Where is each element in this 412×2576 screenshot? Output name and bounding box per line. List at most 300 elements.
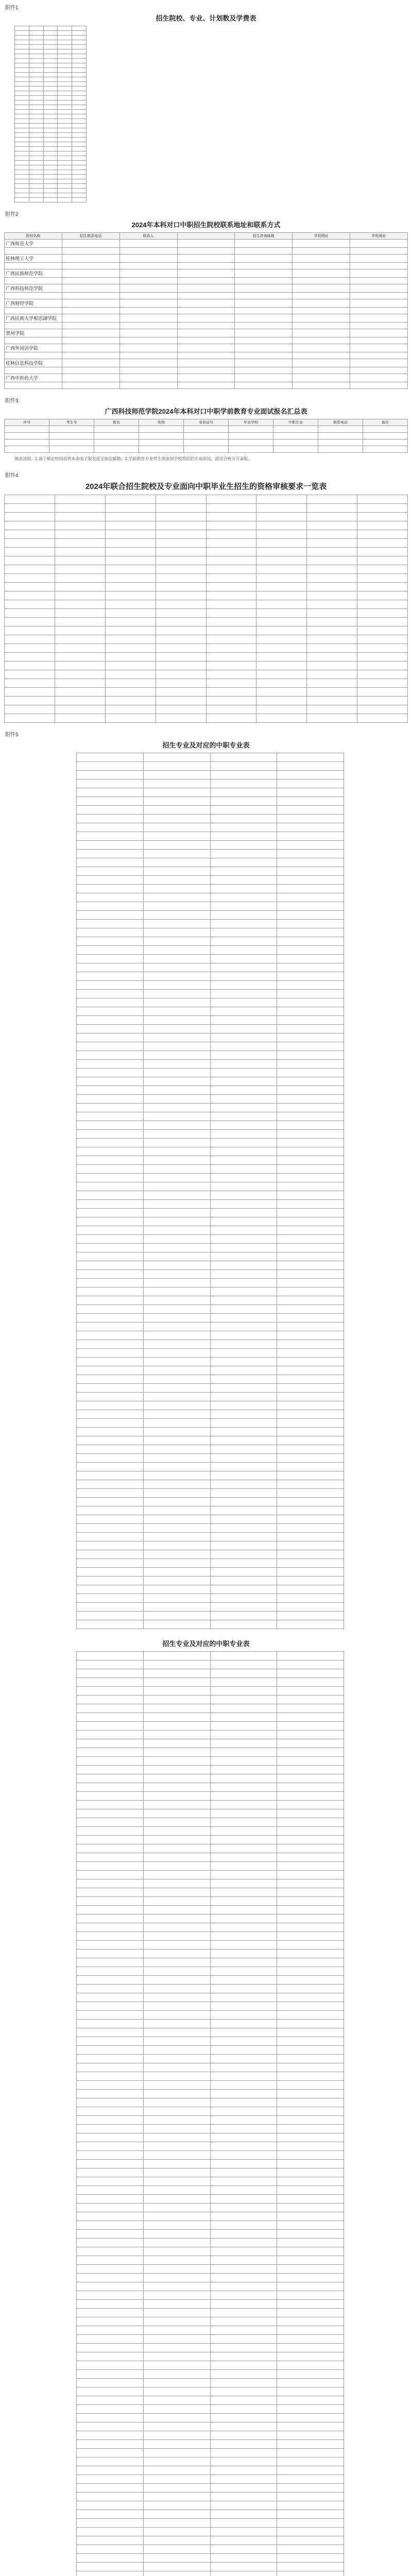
table-cell [357, 644, 408, 653]
table-row [77, 1165, 344, 1174]
table-row [77, 937, 344, 946]
table-cell [15, 87, 29, 91]
table-cell [277, 1801, 344, 1809]
table-cell [94, 439, 139, 446]
table-cell [143, 937, 210, 946]
table-cell [277, 1042, 344, 1051]
table-cell [77, 1095, 144, 1104]
table-cell [43, 156, 58, 161]
table-row [77, 2195, 344, 2204]
table-cell [143, 2168, 210, 2177]
table-cell [156, 521, 206, 530]
table-cell [210, 1731, 277, 1739]
table-cell [143, 2501, 210, 2510]
table-row [77, 1585, 344, 1594]
table-cell [143, 1862, 210, 1871]
table-cell [58, 184, 72, 189]
table-cell [43, 54, 58, 59]
table-cell [277, 1524, 344, 1533]
table-cell [58, 31, 72, 36]
table-cell [119, 240, 177, 248]
table-cell [143, 1366, 210, 1375]
table-cell [156, 618, 206, 626]
table-cell [210, 2247, 277, 2256]
table-cell [277, 1060, 344, 1069]
table-cell [177, 278, 235, 284]
table-cell [143, 876, 210, 885]
table-cell [72, 45, 87, 49]
table-cell [210, 2370, 277, 2379]
table-cell [277, 2151, 344, 2160]
table-cell [43, 165, 58, 170]
table-cell [277, 1533, 344, 1541]
table-cell [277, 2046, 344, 2055]
table-cell [15, 175, 29, 179]
table-cell [277, 972, 344, 981]
table-cell [43, 40, 58, 45]
table-cell [62, 323, 119, 329]
table-cell [58, 59, 72, 63]
table-row [15, 110, 87, 114]
table-cell [210, 972, 277, 981]
table-cell [277, 2563, 344, 2571]
table-cell [77, 885, 144, 893]
table-row [15, 142, 87, 147]
table-cell [277, 753, 344, 762]
table-cell [77, 1783, 144, 1792]
table-cell [235, 278, 293, 284]
table-cell [55, 609, 105, 618]
table-cell [29, 124, 43, 128]
table-cell [29, 87, 43, 91]
table-cell [210, 1025, 277, 1033]
column-header: 考生号 [49, 419, 94, 426]
table-cell [210, 885, 277, 893]
table-cell [307, 530, 357, 539]
table-cell [77, 2186, 144, 2195]
table-cell [15, 198, 29, 202]
table-cell [210, 1375, 277, 1384]
table-cell [307, 662, 357, 670]
table-cell [77, 2291, 144, 2300]
table-cell [77, 1958, 144, 1967]
table-cell [43, 184, 58, 189]
table-cell [210, 2230, 277, 2239]
table-cell [77, 1077, 144, 1086]
table-cell [77, 2247, 144, 2256]
table-cell [72, 114, 87, 119]
table-cell [77, 1704, 144, 1713]
table-cell [77, 1200, 144, 1209]
table-cell [143, 832, 210, 841]
table-cell [277, 1077, 344, 1086]
table-cell [143, 1393, 210, 1401]
table-row [77, 928, 344, 937]
table-cell [277, 2309, 344, 2317]
table-cell [277, 2020, 344, 2028]
table-cell [77, 1669, 144, 1678]
table-cell [307, 600, 357, 609]
section-title: 广西科技师范学院2024年本科对口中职学前教育专业面试报名汇总表 [105, 408, 307, 415]
table-row [15, 184, 87, 189]
table-cell [210, 2133, 277, 2142]
table-cell [77, 920, 144, 928]
table-row [77, 1366, 344, 1375]
table-cell [210, 1147, 277, 1156]
table-row [5, 530, 408, 539]
table-cell [72, 175, 87, 179]
table-cell [307, 644, 357, 653]
table-cell [277, 1958, 344, 1967]
table-cell [293, 359, 350, 367]
table-cell [77, 2458, 144, 2466]
table-cell [5, 670, 55, 679]
table-cell [72, 151, 87, 156]
table-cell [273, 433, 318, 439]
table-cell [210, 1033, 277, 1042]
table-cell [210, 2510, 277, 2519]
table-cell [72, 26, 87, 31]
table-row [77, 2519, 344, 2528]
table-cell [77, 1060, 144, 1069]
table-row [77, 1112, 344, 1121]
table-cell [29, 128, 43, 133]
table-cell [210, 1077, 277, 1086]
table-cell [143, 1033, 210, 1042]
table-cell [43, 68, 58, 73]
table-cell [58, 189, 72, 193]
table-row [77, 876, 344, 885]
table-cell [5, 539, 55, 548]
table-row [77, 1809, 344, 1818]
table-row [77, 1244, 344, 1252]
table-cell [29, 49, 43, 54]
table-row [77, 1748, 344, 1757]
table-cell [77, 2160, 144, 2168]
table-cell: 广西外国语学院 [5, 344, 62, 352]
table-cell [77, 2125, 144, 2133]
table-cell [256, 504, 307, 513]
table-cell [119, 248, 177, 255]
table-cell [77, 2475, 144, 2484]
table-cell [210, 981, 277, 990]
table-cell [143, 963, 210, 972]
table-cell [177, 263, 235, 269]
table-cell [350, 308, 408, 314]
table-cell [277, 2326, 344, 2335]
table-cell [235, 382, 293, 389]
table-cell [277, 2107, 344, 2116]
table-cell [210, 1498, 277, 1506]
table-cell [77, 797, 144, 806]
table-cell [210, 1541, 277, 1550]
table-row [5, 539, 408, 548]
table-cell [143, 1958, 210, 1967]
table-cell [277, 2204, 344, 2212]
table-row [77, 1827, 344, 1836]
table-cell [5, 293, 62, 299]
table-cell [277, 998, 344, 1007]
table-cell [29, 193, 43, 198]
table-cell [77, 990, 144, 998]
table-cell [277, 762, 344, 771]
table-row [77, 2037, 344, 2046]
table-cell [293, 278, 350, 284]
table-cell [210, 1401, 277, 1410]
table-cell [277, 788, 344, 797]
table-cell [77, 2344, 144, 2352]
table-cell [350, 263, 408, 269]
table-cell [206, 635, 256, 644]
table-cell [58, 165, 72, 170]
table-cell [210, 2221, 277, 2230]
table-cell [143, 1713, 210, 1722]
table-cell [350, 284, 408, 293]
table-cell [210, 1879, 277, 1888]
table-header-row [5, 419, 408, 426]
column-header: 联系人 [119, 233, 177, 240]
table-cell [210, 1366, 277, 1375]
table-cell [43, 198, 58, 202]
table-cell [5, 556, 55, 565]
table-cell [235, 359, 293, 367]
table-cell [256, 618, 307, 626]
table-cell [210, 2168, 277, 2177]
table-cell [210, 1165, 277, 1174]
table-cell [143, 2081, 210, 2090]
table-cell [350, 329, 408, 337]
table-cell [105, 565, 156, 574]
table-cell [256, 609, 307, 618]
table-row [15, 68, 87, 73]
table-cell [210, 1853, 277, 1862]
table-cell [210, 1722, 277, 1731]
table-cell [43, 96, 58, 100]
table-cell [143, 1077, 210, 1086]
table-row [77, 955, 344, 963]
table-cell [43, 128, 58, 133]
table-cell [363, 433, 408, 439]
table-cell [143, 893, 210, 902]
table-row [77, 1541, 344, 1550]
table-cell [29, 26, 43, 31]
table-cell [277, 1235, 344, 1244]
table-cell [206, 600, 256, 609]
table-cell [143, 1401, 210, 1410]
table-row [15, 119, 87, 124]
table-cell [77, 2449, 144, 2458]
table-cell [143, 1801, 210, 1809]
table-cell [143, 2449, 210, 2458]
table-cell [210, 1016, 277, 1025]
table-cell [143, 1603, 210, 1612]
table-cell [156, 626, 206, 635]
table-cell [143, 1506, 210, 1515]
table-row [77, 1296, 344, 1305]
table-cell [77, 2230, 144, 2239]
table-cell [58, 147, 72, 151]
table-cell [77, 981, 144, 990]
table-cell [210, 2195, 277, 2204]
table-cell [210, 2055, 277, 2063]
table-cell [210, 2063, 277, 2072]
table-cell [77, 1366, 144, 1375]
table-cell [293, 269, 350, 278]
table-cell [77, 1976, 144, 1985]
table-cell [256, 705, 307, 714]
table-row [77, 2072, 344, 2081]
table-row [5, 367, 408, 374]
table-cell [277, 1156, 344, 1165]
table-cell [277, 2098, 344, 2107]
table-cell [5, 644, 55, 653]
table-cell [77, 1844, 144, 1853]
table-row [77, 1766, 344, 1774]
table-cell [29, 165, 43, 170]
table-cell [77, 1506, 144, 1515]
table-cell [29, 73, 43, 77]
table-cell [143, 2300, 210, 2309]
table-cell [29, 142, 43, 147]
table-cell [77, 832, 144, 841]
table-row [77, 1660, 344, 1669]
table-cell [273, 439, 318, 446]
table-cell [143, 1016, 210, 1025]
table-cell [156, 670, 206, 679]
table-row [5, 308, 408, 314]
table-cell [206, 521, 256, 530]
table-cell [277, 1844, 344, 1853]
table-cell [357, 504, 408, 513]
table-cell [143, 2151, 210, 2160]
table-cell [77, 963, 144, 972]
table-cell [210, 1801, 277, 1809]
table-cell [43, 59, 58, 63]
table-cell [143, 1489, 210, 1498]
table-cell [77, 1932, 144, 1941]
table-row [77, 2116, 344, 2125]
column-header: 学校地址 [350, 233, 408, 240]
table-cell [55, 574, 105, 583]
table-cell [277, 1932, 344, 1941]
table-cell [43, 91, 58, 96]
table-cell [77, 1757, 144, 1766]
table-cell [177, 359, 235, 367]
table-row [77, 1042, 344, 1051]
table-cell [143, 771, 210, 779]
table-row [77, 1958, 344, 1967]
table-cell [143, 1993, 210, 2002]
table-cell [277, 1252, 344, 1261]
table-cell [72, 36, 87, 40]
table-cell [277, 1174, 344, 1182]
table-cell [143, 2431, 210, 2440]
table-cell [15, 68, 29, 73]
table-cell [77, 1652, 144, 1660]
table-cell [29, 31, 43, 36]
table-cell [143, 1818, 210, 1827]
table-cell [77, 2046, 144, 2055]
table-cell [210, 1914, 277, 1923]
table-cell [72, 133, 87, 138]
table-cell [143, 1660, 210, 1669]
table-cell [58, 82, 72, 87]
table-cell [77, 1314, 144, 1323]
table-cell [357, 600, 408, 609]
table-cell [15, 105, 29, 110]
table-cell [277, 1287, 344, 1296]
table-cell [77, 2072, 144, 2081]
table-cell [177, 374, 235, 382]
table-cell [143, 2352, 210, 2361]
table-row [77, 1121, 344, 1130]
table-cell [55, 644, 105, 653]
table-row [77, 1463, 344, 1471]
table-cell [293, 314, 350, 323]
table-cell [77, 1967, 144, 1976]
table-cell [277, 1713, 344, 1722]
table-cell [293, 299, 350, 308]
table-row [5, 269, 408, 278]
table-cell [229, 426, 273, 433]
table-cell [256, 662, 307, 670]
table-cell [77, 1428, 144, 1436]
table-cell [72, 128, 87, 133]
table-cell [156, 635, 206, 644]
table-row [77, 2160, 344, 2168]
table-cell [62, 352, 119, 359]
table-row [77, 1287, 344, 1296]
table-cell [5, 352, 62, 359]
table-cell [143, 1095, 210, 1104]
table-cell [206, 583, 256, 591]
table-cell [143, 998, 210, 1007]
table-cell [77, 2300, 144, 2309]
table-cell [143, 1577, 210, 1585]
table-cell [143, 1244, 210, 1252]
table-cell [277, 2160, 344, 2168]
table-cell [72, 100, 87, 105]
table-cell [277, 1086, 344, 1095]
table-cell [206, 609, 256, 618]
table-row [77, 2107, 344, 2116]
table-row [15, 165, 87, 170]
table-row [77, 1323, 344, 1331]
table-cell [277, 1428, 344, 1436]
table-cell [143, 2458, 210, 2466]
table-cell [143, 1766, 210, 1774]
table-cell [277, 1331, 344, 1340]
table-cell [77, 2055, 144, 2063]
table-cell [206, 513, 256, 521]
table-row [77, 1871, 344, 1879]
table-cell [350, 323, 408, 329]
table-cell [143, 2090, 210, 2098]
table-cell [119, 263, 177, 269]
table-cell [143, 1739, 210, 1748]
table-cell [43, 179, 58, 184]
table-cell [62, 329, 119, 337]
table-cell [206, 530, 256, 539]
table-cell [72, 147, 87, 151]
table-row [5, 653, 408, 662]
table-cell [277, 1226, 344, 1235]
table-row [77, 2011, 344, 2020]
table-cell [210, 1314, 277, 1323]
table-cell [77, 2528, 144, 2536]
table-cell [273, 446, 318, 453]
table-cell [206, 670, 256, 679]
